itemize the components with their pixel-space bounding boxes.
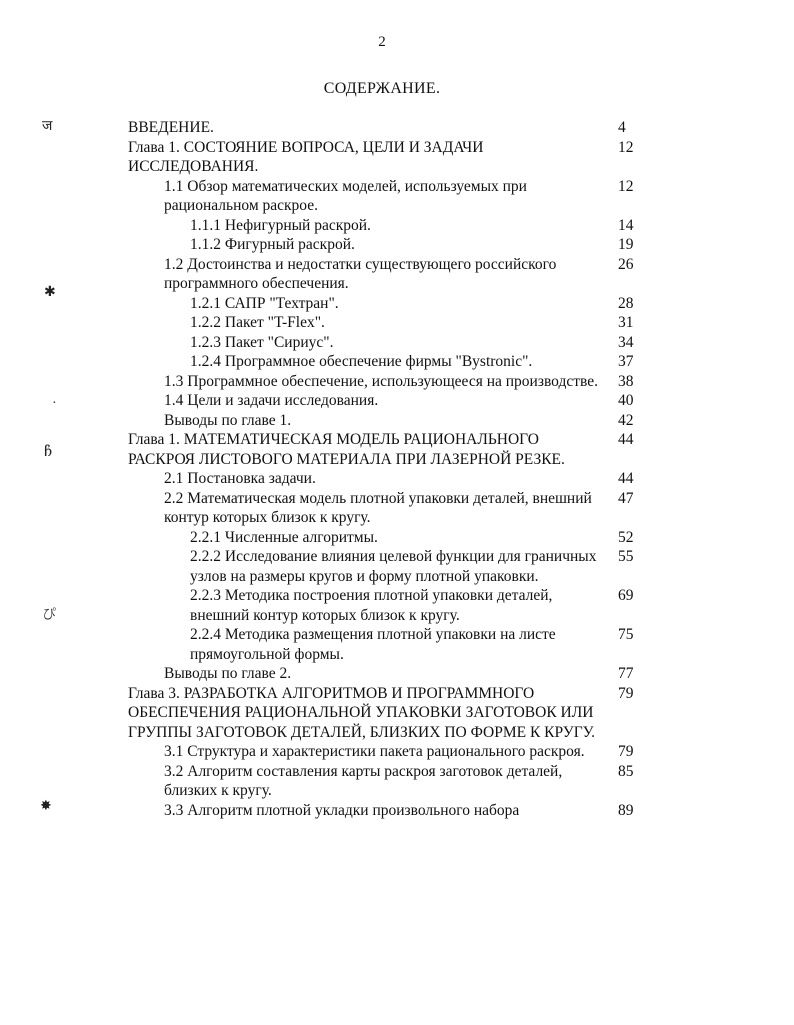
toc-entry bbox=[128, 118, 648, 138]
page-number: 2 bbox=[378, 34, 386, 50]
margin-mark: ჩ bbox=[44, 445, 53, 460]
toc-entry bbox=[128, 528, 648, 548]
toc-entry-page: 47 bbox=[618, 489, 634, 507]
toc-entry bbox=[128, 762, 648, 801]
toc-entry-page: 28 bbox=[618, 294, 634, 312]
toc-entry bbox=[128, 313, 648, 333]
toc-entry-page: 19 bbox=[618, 236, 634, 253]
toc-entry-text: 1.1.2 Фигурный раскрой. bbox=[190, 236, 355, 253]
toc-entry-page: 85 bbox=[618, 762, 634, 780]
toc-entry-text: 2.2.4 Методика размещения плотной упаковки на листе прямоугольной формы. bbox=[190, 626, 556, 663]
toc-entry-text: 2.2.2 Исследование влияния целевой функции для граничных узлов на размеры кругов и форму плотной упаковки. bbox=[190, 548, 597, 585]
margin-mark: ज bbox=[42, 119, 53, 134]
toc-entry-page: 34 bbox=[618, 333, 634, 351]
toc-entry bbox=[128, 235, 648, 255]
toc-entry-text: Глава 1. МАТЕМАТИЧЕСКАЯ МОДЕЛЬ РАЦИОНАЛЬНОГО РАСКРОЯ ЛИСТОВОГО МАТЕРИАЛА ПРИ ЛАЗЕРНОЙ РЕЗКЕ. bbox=[128, 431, 565, 468]
toc-entry-page: 69 bbox=[618, 587, 634, 604]
margin-mark: ✱ bbox=[44, 285, 56, 300]
page-title: СОДЕРЖАНИЕ. bbox=[323, 80, 441, 97]
toc-entry-text: Выводы по главе 2. bbox=[164, 665, 292, 682]
toc-entry-page: 75 bbox=[618, 626, 634, 643]
toc-entry-page: 40 bbox=[618, 392, 634, 409]
toc-entry-page: 89 bbox=[618, 801, 634, 819]
toc-entry-text: 3.3 Алгоритм плотной укладки произвольного набора bbox=[164, 801, 520, 819]
toc-entry-text: 2.2 Математическая модель плотной упаковки деталей, внешний контур которых близок к кругу. bbox=[164, 489, 592, 526]
toc-entry-page: 4 bbox=[618, 119, 626, 136]
toc-entry bbox=[128, 138, 648, 177]
toc-entry-text: ВВЕДЕНИЕ. bbox=[128, 119, 214, 136]
toc-entry-page: 37 bbox=[618, 353, 634, 370]
toc-entry bbox=[128, 391, 648, 411]
toc-entry-text: 3.2 Алгоритм составления карты раскроя заготовок деталей, близких к кругу. bbox=[164, 762, 563, 799]
toc-entry-text: Глава 3. РАЗРАБОТКА АЛГОРИТМОВ И ПРОГРАММНОГО ОБЕСПЕЧЕНИЯ РАЦИОНАЛЬНОЙ УПАКОВКИ ЗАГОТОВОК ИЛИ ГРУППЫ ЗАГОТОВОК ДЕТАЛЕЙ, БЛИЗКИХ ПО ФОРМЕ К КРУГУ. bbox=[128, 684, 595, 741]
toc-entry-page: 44 bbox=[618, 431, 634, 448]
toc-entry bbox=[128, 469, 648, 489]
toc-entry bbox=[128, 177, 648, 216]
margin-mark: ぴ bbox=[42, 608, 56, 623]
toc-entry bbox=[128, 547, 648, 586]
margin-mark: ✸ bbox=[40, 799, 52, 814]
toc-entry bbox=[128, 664, 648, 684]
toc-entry bbox=[128, 489, 648, 528]
toc-entry bbox=[128, 411, 648, 431]
toc-entry-page: 55 bbox=[618, 548, 634, 565]
toc-entry bbox=[128, 294, 648, 314]
toc-entry-page: 12 bbox=[618, 138, 634, 156]
toc-entry-text: Выводы по главе 1. bbox=[164, 411, 292, 429]
toc-entry bbox=[128, 430, 648, 469]
toc-entry-page: 79 bbox=[618, 684, 634, 702]
toc-entry bbox=[128, 625, 648, 664]
toc-entry bbox=[128, 352, 648, 372]
toc-entry bbox=[128, 684, 648, 743]
toc-entry bbox=[128, 801, 648, 821]
toc-entry-page: 14 bbox=[618, 216, 634, 234]
toc-entry-text: 1.2.1 САПР "Техтран". bbox=[190, 294, 339, 312]
toc-entry-text: 1.2.4 Программное обеспечение фирмы "Bystronic". bbox=[190, 353, 533, 370]
toc-entry-page: 26 bbox=[618, 255, 634, 273]
toc-entry-page: 12 bbox=[618, 177, 634, 195]
toc-entry-text: 2.1 Постановка задачи. bbox=[164, 470, 316, 487]
toc-entry-text: Глава 1. СОСТОЯНИЕ ВОПРОСА, ЦЕЛИ И ЗАДАЧИ ИССЛЕДОВАНИЯ. bbox=[128, 138, 484, 175]
toc-entry bbox=[128, 255, 648, 294]
margin-mark: · bbox=[52, 396, 57, 411]
toc-entry-text: 3.1 Структура и характеристики пакета рационального раскроя. bbox=[164, 743, 585, 760]
toc-entry bbox=[128, 372, 648, 392]
toc-entry-text: 1.1.1 Нефигурный раскрой. bbox=[190, 216, 371, 234]
toc-entry-page: 52 bbox=[618, 528, 634, 546]
toc-entry-text: 1.4 Цели и задачи исследования. bbox=[164, 392, 379, 409]
toc-entry-text: 1.2 Достоинства и недостатки существующего российского программного обеспечения. bbox=[164, 255, 557, 292]
toc-entry-page: 31 bbox=[618, 314, 634, 331]
table-of-contents bbox=[128, 118, 648, 820]
toc-entry-page: 42 bbox=[618, 411, 634, 429]
toc-entry bbox=[128, 742, 648, 762]
toc-entry-text: 1.1 Обзор математических моделей, используемых при рациональном раскрое. bbox=[164, 177, 527, 214]
toc-entry-text: 1.2.2 Пакет "T-Flex". bbox=[190, 314, 325, 331]
toc-entry-text: 2.2.3 Методика построения плотной упаковки деталей, внешний контур которых близок к кругу. bbox=[190, 587, 553, 624]
toc-entry-text: 1.2.3 Пакет "Сириус". bbox=[190, 333, 334, 351]
toc-entry bbox=[128, 333, 648, 353]
toc-entry bbox=[128, 586, 648, 625]
toc-entry-page: 77 bbox=[618, 665, 634, 682]
toc-entry bbox=[128, 216, 648, 236]
toc-entry-page: 44 bbox=[618, 470, 634, 487]
toc-entry-text: 1.3 Программное обеспечение, использующееся на производстве. bbox=[164, 372, 599, 390]
toc-entry-text: 2.2.1 Численные алгоритмы. bbox=[190, 528, 378, 546]
toc-entry-page: 79 bbox=[618, 743, 634, 760]
toc-entry-page: 38 bbox=[618, 372, 634, 390]
